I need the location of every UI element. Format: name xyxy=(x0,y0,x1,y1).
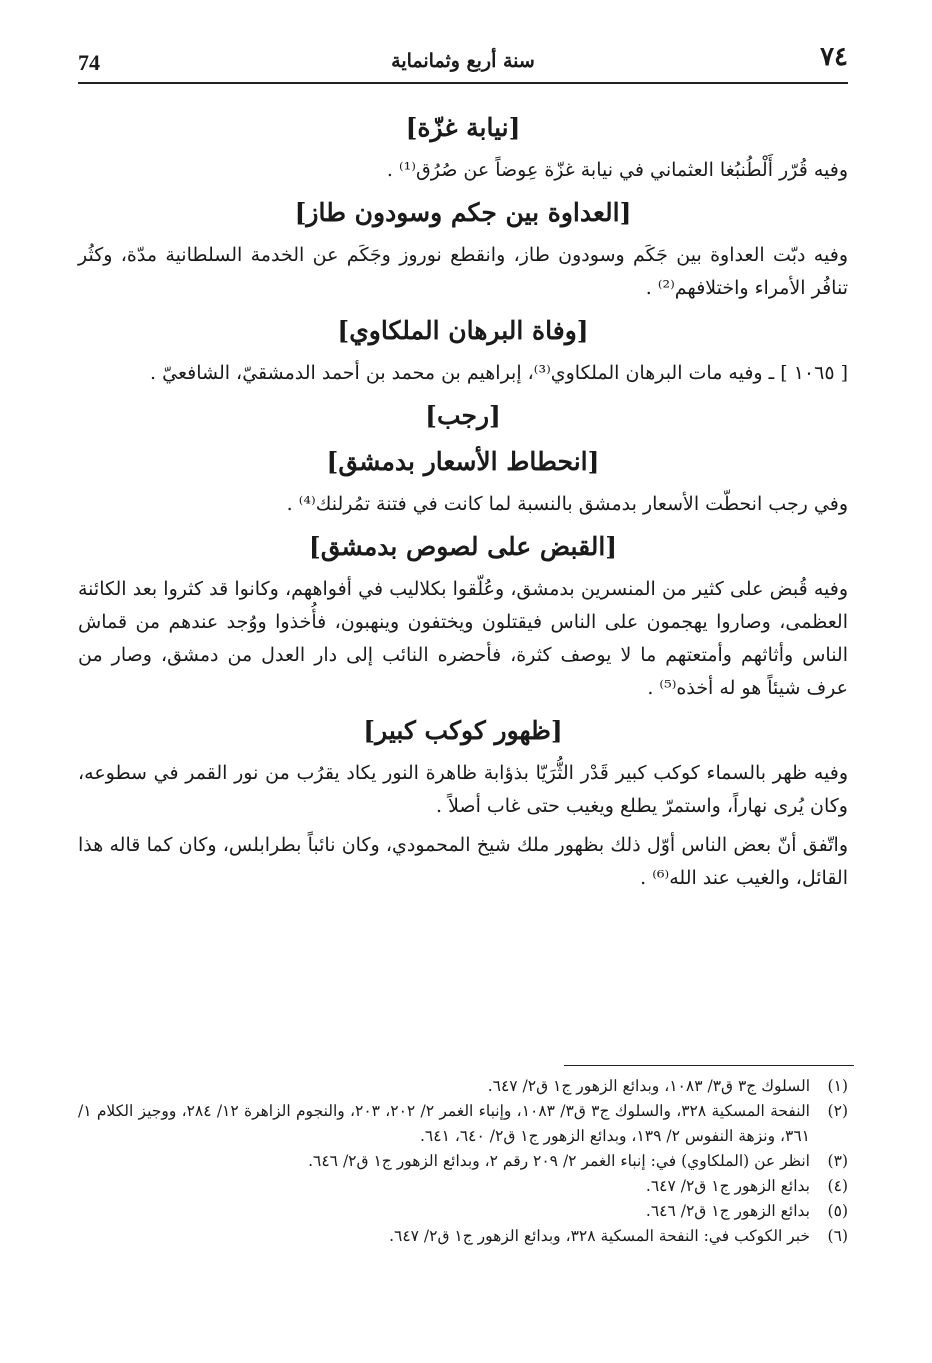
footnote-divider xyxy=(564,1065,854,1066)
section-heading: [انحطاط الأسعار بدمشق] xyxy=(326,447,600,476)
section-death xyxy=(78,311,848,390)
footnote-text: خبر الكوكب في: النفحة المسكية ٣٢٨، وبدائع الزهور ج١ ق٢/ ٦٤٧. xyxy=(389,1227,810,1245)
footnote-text: النفحة المسكية ٣٢٨، والسلوك ج٣ ق٣/ ١٠٨٣، وإنباء الغمر ٢/ ٢٠٢، ٢٠٣، والنجوم الزاهرة ١٢/ ٢٨٤، ووجيز الكلام ١/ ٣٦١، ونزهة النفوس ٢/ ١٣٩، وبدائع الزهور ج١ ق٢/ ٦٤٠، ٦٤١. xyxy=(78,1102,810,1145)
section-heading: [ظهور كوكب كبير] xyxy=(363,716,563,745)
section-heading: [نيابة غزّة] xyxy=(405,113,521,142)
footnote xyxy=(78,1174,848,1199)
section-gaza xyxy=(78,108,848,187)
footnote xyxy=(78,1074,848,1099)
footnote-number: (٢) xyxy=(827,1102,848,1120)
footnotes xyxy=(78,1074,848,1249)
paragraph: وفيه قُرّر أَلْطُنبُغا العثماني في نيابة غزّة عِوضاً عن صُرُق⁽¹⁾ . xyxy=(386,159,848,181)
footnote xyxy=(78,1149,848,1174)
footnote xyxy=(78,1099,848,1149)
page-number-latin: 74 xyxy=(78,50,100,75)
section-enmity xyxy=(78,193,848,305)
page-header xyxy=(78,38,848,84)
footnote-number: (٦) xyxy=(827,1227,848,1245)
paragraph: وفيه قُبض على كثير من المنسرين بدمشق، وعُلّقوا بكلاليب في أفواههم، وكانوا قد كثروا بعد الكائنة العظمى، وصاروا يهجمون على الناس فيقتلون ويختفون وينهبون، فأُخذوا ووُجد عندهم من قماش الناس وأثاثهم وأمتعتهم ما لا يوصف كثرة، فأحضره النائب إلى دار العدل من دمشق، وصار من عرف شيئاً هو له أخذه⁽⁵⁾ . xyxy=(78,578,848,699)
page-number-arabic: ٧٤ xyxy=(820,42,848,72)
paragraph: [ ١٠٦٥ ] ـ وفيه مات البرهان الملكاوي⁽³⁾، إبراهيم بن محمد بن أحمد الدمشقيّ، الشافعيّ . xyxy=(150,362,848,384)
footnote-text: السلوك ج٣ ق٣/ ١٠٨٣، وبدائع الزهور ج١ ق٢/ ٦٤٧. xyxy=(487,1077,810,1095)
paragraph: وفي رجب انحطّت الأسعار بدمشق بالنسبة لما كانت في فتنة تمُرلنك⁽⁴⁾ . xyxy=(286,493,848,515)
footnote-number: (٤) xyxy=(827,1177,848,1195)
footnote-text: بدائع الزهور ج١ ق٢/ ٦٤٧. xyxy=(645,1177,810,1195)
footnote-number: (٣) xyxy=(827,1152,848,1170)
paragraph: واتّفق أنّ بعض الناس أوّل ذلك بظهور ملك شيخ المحمودي، وكان نائباً بطرابلس، وكان كما قاله هذا القائل، والغيب عند الله⁽⁶⁾ . xyxy=(78,834,848,889)
footnote-number: (١) xyxy=(827,1077,848,1095)
footnote xyxy=(78,1224,848,1249)
footnote xyxy=(78,1199,848,1224)
footnote-text: انظر عن (الملكاوي) في: إنباء الغمر ٢/ ٢٠٩ رقم ٢، وبدائع الزهور ج١ ق٢/ ٦٤٦. xyxy=(308,1152,810,1170)
footnote-text: بدائع الزهور ج١ ق٢/ ٦٤٦. xyxy=(645,1202,810,1220)
running-title: سنة أربع وثمانماية xyxy=(391,50,535,72)
section-heading: [العداوة بين جكم وسودون طاز] xyxy=(294,198,632,227)
section-heading: [القبض على لصوص بدمشق] xyxy=(308,532,618,561)
month-heading: [رجب] xyxy=(425,401,501,430)
footnote-number: (٥) xyxy=(827,1202,848,1220)
main-text xyxy=(78,104,848,901)
paragraph: وفيه ظهر بالسماء كوكب كبير قَدْر الثُّرَيّا بذؤابة ظاهرة النور يكاد يقرُب من نور القمر في سطوعه، وكان يُرى نهاراً، واستمرّ يطلع ويغيب حتى غاب أصلاً . xyxy=(78,762,848,817)
section-thieves xyxy=(78,527,848,705)
section-comet xyxy=(78,711,848,895)
section-prices xyxy=(78,442,848,521)
section-heading: [وفاة البرهان الملكاوي] xyxy=(337,316,589,345)
paragraph: وفيه دبّت العداوة بين جَكَم وسودون طاز، وانقطع نوروز وجَكَم عن الخدمة السلطانية مدّة، وكثُر تنافُر الأمراء واختلافهم⁽²⁾ . xyxy=(78,244,848,299)
section-rajab xyxy=(78,396,848,436)
